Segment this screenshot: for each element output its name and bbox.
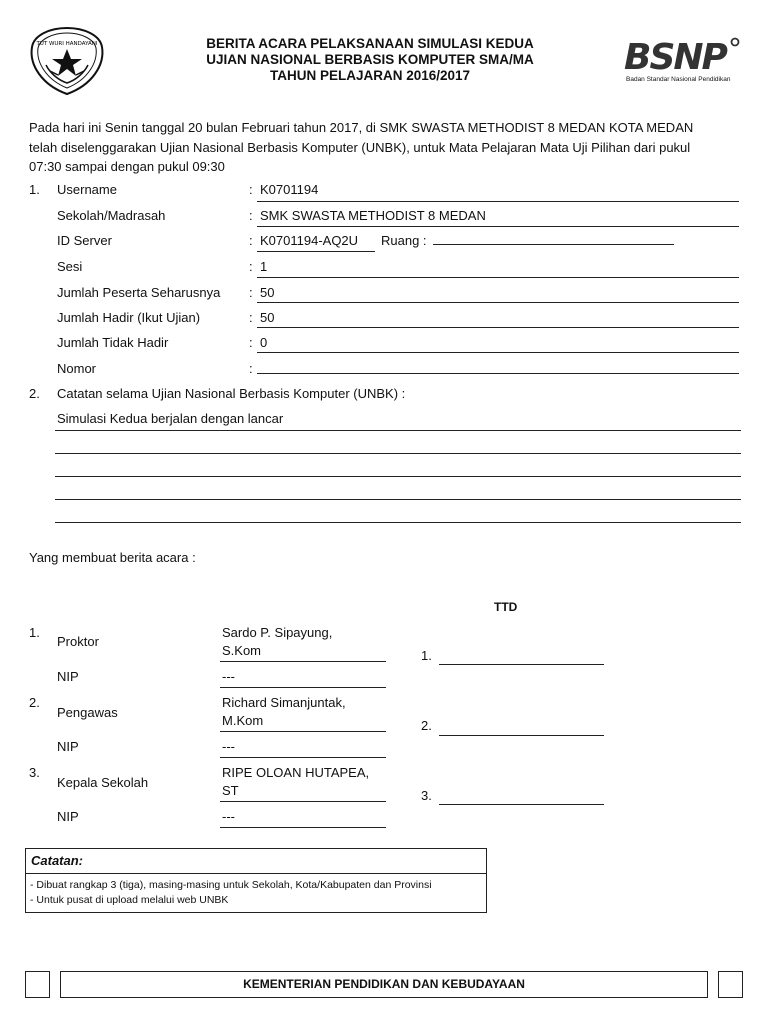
field-colon: :	[249, 233, 253, 248]
section-2-number: 2.	[29, 386, 40, 401]
nip-label: NIP	[57, 809, 79, 824]
note-line-3	[55, 476, 741, 477]
bsnp-logo	[622, 36, 744, 88]
signer-number: 3.	[29, 765, 40, 780]
bsnp-logo-caption: Badan Standar Nasional Pendidikan	[626, 76, 731, 83]
nip-label: NIP	[57, 739, 79, 754]
field-value: 1	[260, 259, 268, 274]
field-value: K0701194-AQ2U	[260, 233, 359, 248]
field-label: Sekolah/Madrasah	[57, 208, 166, 223]
signer-name-line-1: RIPE OLOAN HUTAPEA,	[222, 765, 370, 780]
ruang-underline	[433, 244, 674, 245]
note-line-1	[55, 430, 741, 431]
field-underline	[257, 352, 739, 353]
tut-wuri-handayani-logo	[28, 25, 106, 97]
field-underline	[257, 302, 739, 303]
field-colon: :	[249, 335, 253, 350]
ttd-signature-line	[439, 804, 604, 805]
document-title	[150, 36, 590, 84]
footer-box	[60, 971, 708, 998]
notes-box-item-2: - Untuk pusat di upload melalui web UNBK	[30, 894, 229, 906]
ttd-heading: TTD	[494, 600, 518, 614]
bsnp-logo-mark	[622, 36, 744, 76]
field-label: ID Server	[57, 233, 112, 248]
field-colon: :	[249, 182, 253, 197]
signer-number: 2.	[29, 695, 40, 710]
ttd-number: 2.	[421, 718, 432, 733]
field-value: 50	[260, 285, 275, 300]
title-line-1: BERITA ACARA PELAKSANAAN SIMULASI KEDUA	[206, 36, 534, 51]
title-line-2: UJIAN NASIONAL BERBASIS KOMPUTER SMA/MA	[206, 52, 534, 67]
field-value: 0	[260, 335, 268, 350]
field-colon: :	[249, 208, 253, 223]
field-colon: :	[249, 285, 253, 300]
note-line-4	[55, 499, 741, 500]
field-label: Username	[57, 182, 117, 197]
section-1-number: 1.	[29, 182, 40, 197]
notes-box	[25, 848, 487, 913]
signer-name	[222, 624, 332, 660]
field-colon: :	[249, 361, 253, 376]
field-colon: :	[249, 259, 253, 274]
field-colon: :	[249, 310, 253, 325]
field-underline	[257, 327, 739, 328]
bsnp-logo-text: BSNP	[624, 37, 726, 76]
nip-value: ---	[222, 739, 235, 754]
intro-line-2: telah diselenggarakan Ujian Nasional Berbasis Komputer (UNBK), untuk Mata Pelajaran Mata Uji Pilihan dari pukul	[29, 139, 691, 155]
footer-right-box	[718, 971, 743, 998]
signers-intro: Yang membuat berita acara :	[29, 550, 196, 565]
nip-underline	[220, 827, 386, 828]
signer-name-line-2: ST	[222, 783, 239, 798]
intro-line-3: 07:30 sampai dengan pukul 09:30	[29, 159, 225, 174]
signer-name-line-2: S.Kom	[222, 643, 262, 658]
signer-name-line-2: M.Kom	[222, 713, 264, 728]
signer-role: Proktor	[57, 634, 99, 649]
nip-value: ---	[222, 669, 235, 684]
section-2-note: Simulasi Kedua berjalan dengan lancar	[57, 411, 284, 426]
signer-name-underline	[220, 731, 386, 732]
signer-role: Kepala Sekolah	[57, 775, 149, 790]
field-label: Jumlah Peserta Seharusnya	[57, 285, 221, 300]
footer-text: KEMENTERIAN PENDIDIKAN DAN KEBUDAYAAN	[243, 977, 525, 991]
signer-name	[222, 694, 346, 730]
notes-box-item-1: - Dibuat rangkap 3 (tiga), masing-masing untuk Sekolah, Kota/Kabupaten dan Provinsi	[30, 879, 432, 891]
signer-number: 1.	[29, 625, 40, 640]
field-value: SMK SWASTA METHODIST 8 MEDAN	[260, 208, 486, 223]
section-2-label: Catatan selama Ujian Nasional Berbasis Komputer (UNBK) :	[57, 386, 406, 401]
title-line-3: TAHUN PELAJARAN 2016/2017	[269, 68, 471, 83]
field-underline	[257, 277, 739, 278]
logo-emblem-text: TUT WURI HANDAYANI	[36, 41, 98, 47]
ttd-signature-line	[439, 664, 604, 665]
signer-name-underline	[220, 661, 386, 662]
field-value: K0701194	[260, 182, 319, 197]
field-underline	[257, 201, 739, 202]
field-label: Sesi	[57, 259, 83, 274]
intro-line-1: Pada hari ini Senin tanggal 20 bulan Februari tahun 2017, di SMK SWASTA METHODIST 8 MEDAN KOTA MEDAN	[29, 120, 694, 135]
nip-underline	[220, 687, 386, 688]
ttd-signature-line	[439, 735, 604, 736]
signer-name-line-1: Richard Simanjuntak,	[222, 695, 346, 710]
signer-role: Pengawas	[57, 705, 118, 720]
field-underline	[257, 251, 375, 252]
field-label: Jumlah Hadir (Ikut Ujian)	[57, 310, 201, 325]
field-underline	[257, 373, 739, 374]
signer-name-line-1: Sardo P. Sipayung,	[222, 625, 333, 640]
note-line-5	[55, 522, 741, 523]
note-line-2	[55, 453, 741, 454]
nip-value: ---	[222, 809, 235, 824]
ruang-label: Ruang :	[381, 233, 427, 248]
nip-label: NIP	[57, 669, 79, 684]
notes-box-divider	[26, 873, 486, 874]
ttd-number: 3.	[421, 788, 432, 803]
nip-underline	[220, 757, 386, 758]
field-label: Nomor	[57, 361, 97, 376]
notes-box-title: Catatan:	[31, 853, 84, 868]
field-underline	[257, 226, 739, 227]
signer-name	[222, 764, 369, 800]
ttd-number: 1.	[421, 648, 432, 663]
field-label: Jumlah Tidak Hadir	[57, 335, 169, 350]
field-value: 50	[260, 310, 275, 325]
signer-name-underline	[220, 801, 386, 802]
footer-left-box	[25, 971, 50, 998]
intro-paragraph	[29, 118, 741, 177]
